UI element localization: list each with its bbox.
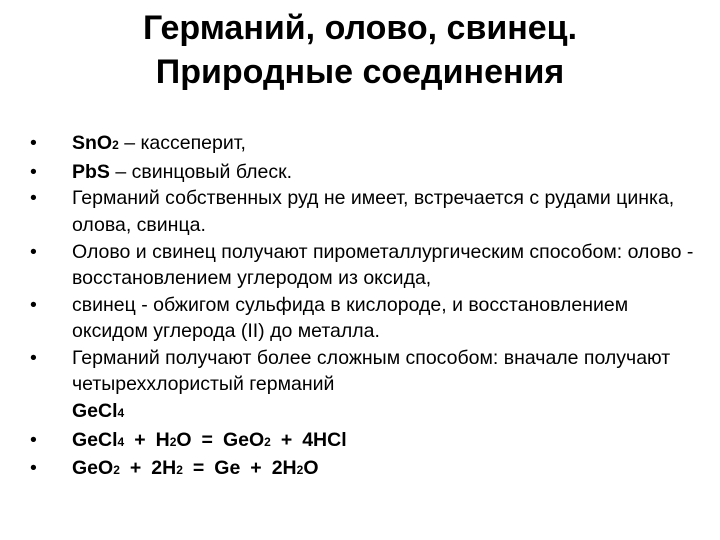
equals-sign: = <box>201 428 213 451</box>
subscript: 2 <box>169 434 177 449</box>
bullet-dot: • <box>30 293 37 316</box>
subscript: 4 <box>117 434 125 449</box>
bullet-dot: • <box>30 132 37 154</box>
formula-end: O <box>303 457 319 480</box>
subscript: 2 <box>264 434 271 449</box>
subscript: 4 <box>117 405 125 420</box>
list-item <box>30 239 700 292</box>
formula: GeCl <box>72 399 118 422</box>
formula: 2H <box>271 457 297 480</box>
list-item <box>30 185 700 238</box>
bullet-dot: • <box>30 457 37 480</box>
subscript: 2 <box>176 463 183 478</box>
title-line-1: Германий, олово, свинец. <box>142 9 578 47</box>
bullet-dot: • <box>30 240 37 263</box>
plus-sign: + <box>250 457 262 480</box>
list-item <box>30 130 700 159</box>
item-text: – кассеперит, <box>118 132 246 154</box>
formula: SnO <box>72 132 113 154</box>
formula-end: O <box>176 428 192 451</box>
item-text: Германий получают более сложным способом: вначале получают четыреххлористый германий <box>72 346 671 396</box>
bullet-dot: • <box>30 160 37 183</box>
formula: GeO <box>72 457 114 480</box>
plus-sign: + <box>280 428 293 451</box>
formula: GeO <box>222 428 265 451</box>
item-text: – свинцовый блеск. <box>109 160 293 183</box>
slide-title <box>0 6 720 94</box>
subscript: 2 <box>113 463 120 478</box>
title-line-2: Природные соединения <box>155 53 565 91</box>
list-item <box>30 345 700 427</box>
subscript: 2 <box>296 463 304 478</box>
item-text: Германий собственных руд не имеет, встречается с рудами цинка, олова, свинца. <box>72 187 675 236</box>
item-text: свинец - обжигом сульфида в кислороде, и восстановлением оксидом углерода (II) до металла. <box>72 293 629 343</box>
bullet-list <box>30 130 700 484</box>
equation-1 <box>30 427 700 456</box>
plus-sign: + <box>134 428 146 451</box>
bullet-dot: • <box>30 187 37 210</box>
equals-sign: = <box>192 457 205 480</box>
list-item <box>30 292 700 345</box>
formula: H <box>155 428 170 451</box>
formula: GeCl <box>72 428 118 451</box>
bullet-dot: • <box>30 346 37 369</box>
equation-2 <box>30 455 700 484</box>
subscript: 2 <box>112 138 119 152</box>
formula: 4HCl <box>302 428 347 451</box>
formula: Ge <box>214 457 241 480</box>
formula: PbS <box>72 160 110 183</box>
bullet-dot: • <box>30 428 37 451</box>
formula: 2H <box>151 457 177 480</box>
list-item <box>30 159 700 186</box>
item-text: Олово и свинец получают пирометаллургическим способом: олово - восстановлением углеродом из оксида, <box>72 240 694 290</box>
plus-sign: + <box>129 457 142 480</box>
